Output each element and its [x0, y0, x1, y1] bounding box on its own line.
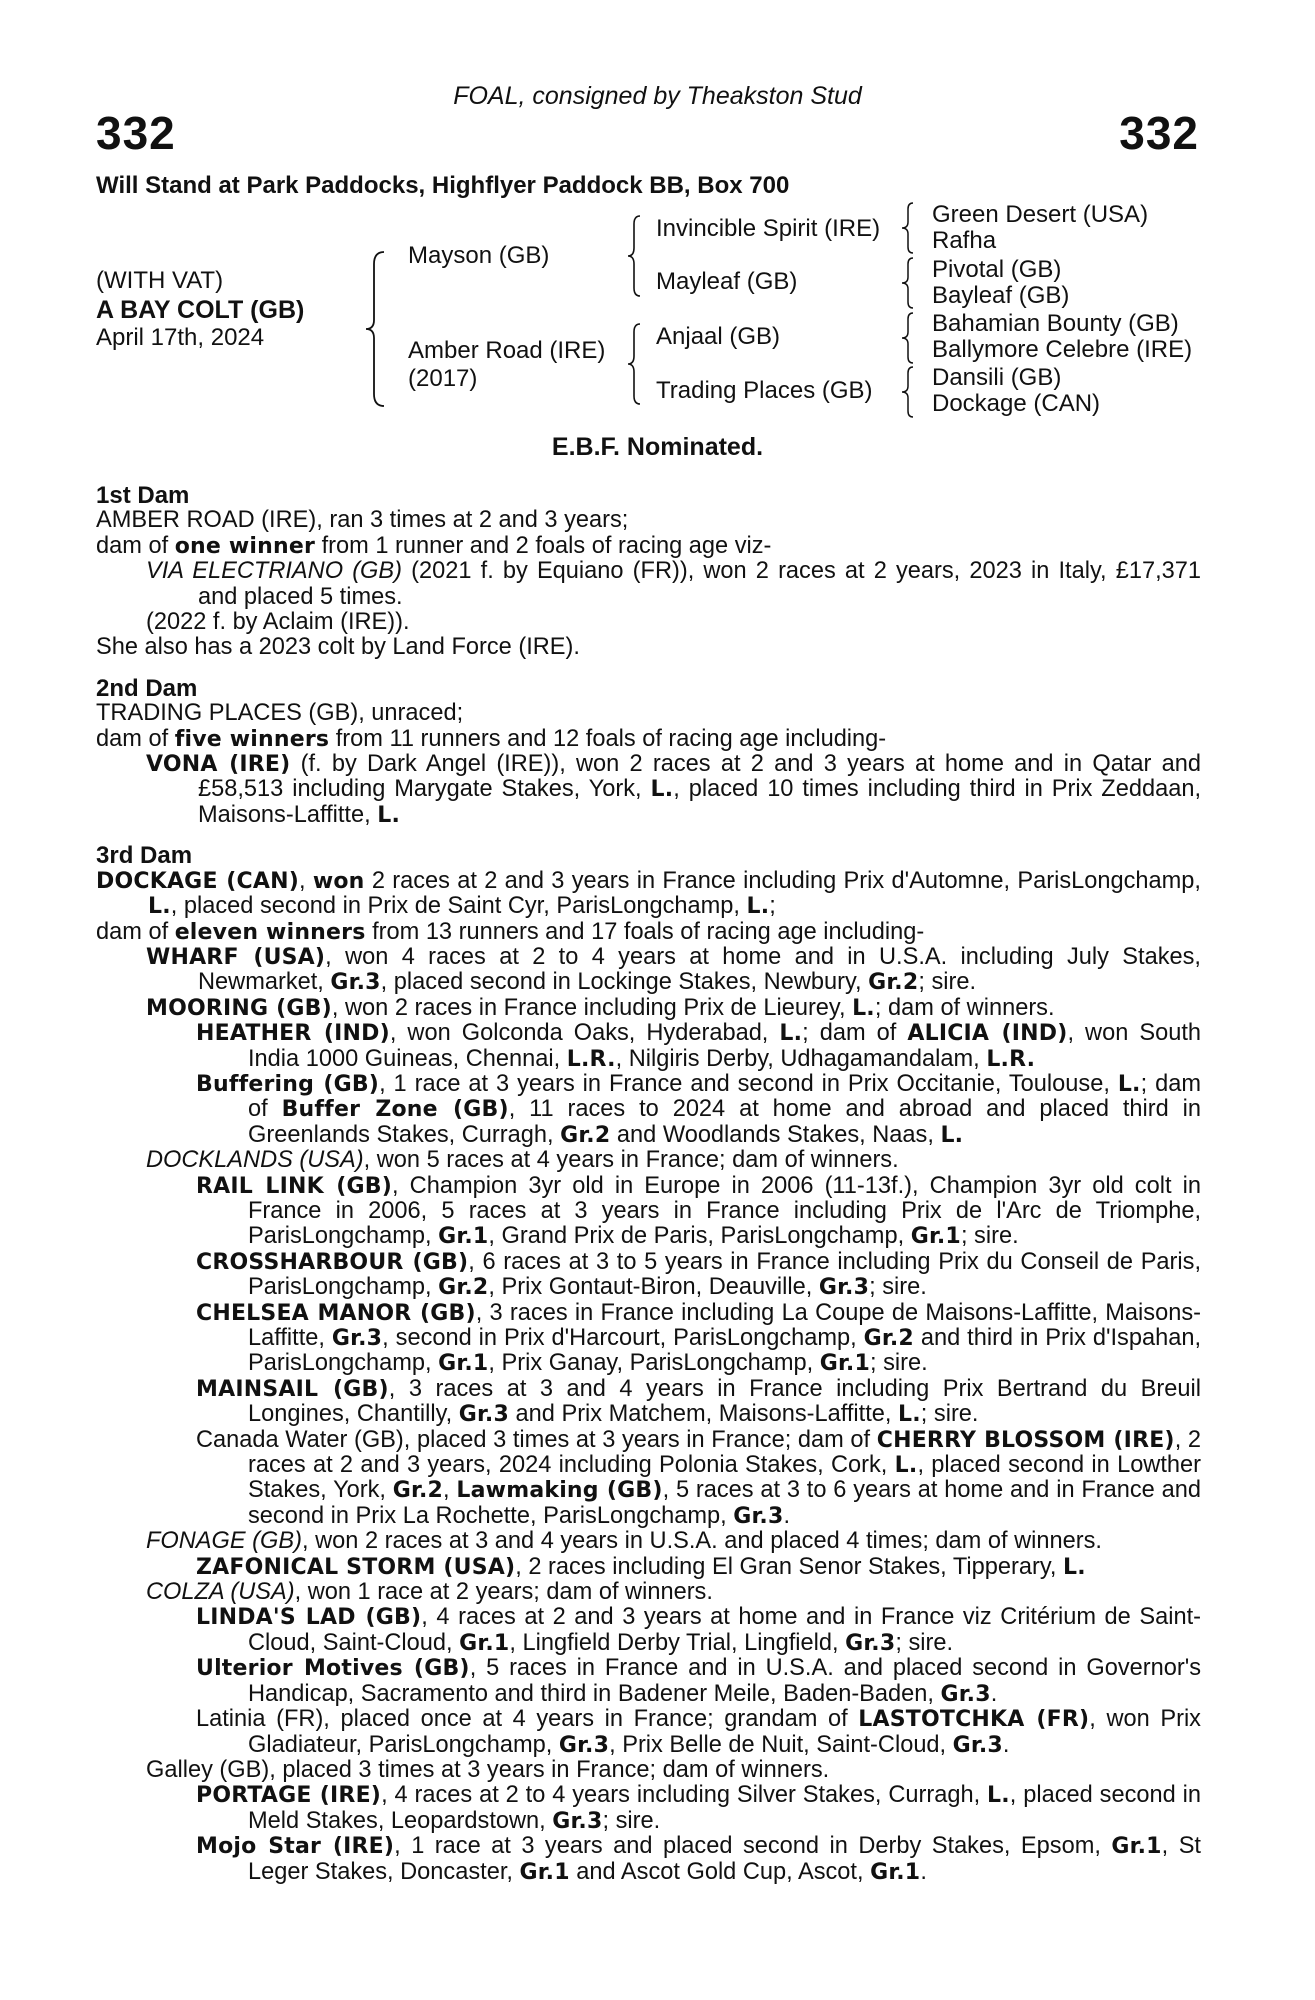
- text: ;: [769, 893, 776, 920]
- text: , 1 race at 3 years in France and second in Prix Occitanie, Toulouse,: [379, 1070, 1118, 1097]
- produce-name: Lawmaking (GB): [456, 1478, 663, 1504]
- produce-name: DOCKLANDS (USA): [146, 1147, 364, 1174]
- text: She also has a 2023 colt by Land Force (IRE).: [96, 634, 580, 661]
- text: , 4 races at 2 and 3 years at home and in France viz Critérium de Saint-Cloud, Saint-Cloud,: [248, 1604, 1201, 1656]
- produce-name: WHARF (USA): [146, 944, 326, 970]
- race-grade: Gr.1: [438, 1224, 489, 1250]
- produce-entry-mooring: [96, 996, 1201, 1021]
- text: , 3 races at 3 and 4 years in France including Prix Bertrand du Breuil Longines, Chantilly,: [248, 1375, 1201, 1428]
- race-grade: L.: [940, 1122, 964, 1148]
- pedigree-dam-sire: Anjaal (GB): [656, 323, 781, 350]
- pedigree-bracket-g4: [898, 364, 918, 420]
- race-grade: Gr.3: [331, 1326, 383, 1351]
- produce-name: RAIL LINK (GB): [196, 1173, 393, 1199]
- produce-entry-latinia: [96, 1707, 1201, 1758]
- winners-count: five winners: [174, 726, 330, 752]
- produce-name: ZAFONICAL STORM (USA): [196, 1554, 516, 1580]
- produce-name: LINDA'S LAD (GB): [196, 1605, 422, 1631]
- race-grade: Gr.3: [558, 1732, 610, 1758]
- text: dam of: [96, 725, 175, 752]
- text: , won Golconda Oaks, Hyderabad,: [389, 1020, 780, 1047]
- race-grade: L.: [894, 1453, 918, 1479]
- text: , won 4 races at 2 to 4 years at home and in U.S.A. including July Stakes, Newmarket,: [198, 943, 1201, 996]
- text: , 3 races in France including La Coupe de Maisons-Laffitte, Maisons-Laffitte,: [248, 1299, 1201, 1351]
- race-grade: L.: [148, 894, 171, 920]
- text: ; dam of: [248, 1070, 1201, 1123]
- horse-name: A BAY COLT (GB): [96, 296, 305, 324]
- produce-name: Ulterior Motives (GB): [196, 1656, 470, 1682]
- race-grade: Gr.2: [868, 970, 919, 996]
- pedigree-bracket-g3: [898, 310, 918, 366]
- stand-location: Will Stand at Park Paddocks, Highflyer Paddock BB, Box 700: [96, 172, 790, 199]
- race-grade: L.: [650, 777, 674, 803]
- pedigree-gen3-1: Green Desert (USA): [932, 201, 1149, 228]
- first-dam-note: [96, 635, 1201, 660]
- produce-entry-colza: [96, 1580, 1201, 1605]
- text: .: [783, 1502, 791, 1529]
- text: from 1 runner and 2 foals of racing age viz-: [315, 532, 772, 559]
- text: (f. by Dark Angel (IRE)), won 2 races at 2 and 3 years at home and in Qatar and £58,513 including Marygate Stakes, York,: [198, 751, 1201, 803]
- pedigree-dam-dam: Trading Places (GB): [656, 377, 873, 404]
- text: dam of: [96, 532, 175, 559]
- winners-count: eleven winners: [174, 919, 366, 945]
- produce-name: VIA ELECTRIANO (GB): [146, 558, 403, 585]
- text: , Champion 3yr old in Europe in 2006 (11-13f.), Champion 3yr old colt in France in 2006, 5 races at 3 years in France including Prix de l'Arc de Triomphe, ParisLongchamp,: [248, 1172, 1201, 1250]
- text: , placed second in Lowther Stakes, York,: [248, 1452, 1202, 1504]
- race-grade: Gr.3: [458, 1402, 509, 1428]
- pedigree-dam: Amber Road (IRE): [408, 337, 606, 364]
- race-grade: Gr.2: [438, 1275, 489, 1301]
- text: ; sire.: [869, 1274, 927, 1301]
- text: ,: [298, 867, 313, 894]
- winners-count: one winner: [174, 533, 316, 559]
- text: Latinia (FR), placed once at 4 years in France; grandam of: [196, 1706, 859, 1733]
- ebf-nomination: E.B.F. Nominated.: [551, 433, 764, 461]
- text: , Prix Belle de Nuit, Saint-Cloud,: [609, 1731, 953, 1758]
- text: .: [920, 1858, 927, 1885]
- text: 2 races at 2 and 3 years in France including Prix d'Automne, ParisLongchamp,: [364, 867, 1201, 894]
- race-grade: Gr.1: [870, 1859, 921, 1885]
- pedigree-gen3-6: Ballymore Celebre (IRE): [932, 336, 1193, 363]
- text: ; sire.: [918, 969, 977, 996]
- pedigree-bracket-dam: [624, 322, 644, 406]
- section-heading-third-dam: 3rd Dam: [96, 842, 193, 870]
- text: , second in Prix d'Harcourt, ParisLongchamp,: [382, 1325, 864, 1351]
- text: , Nilgiris Derby, Udhagamandalam,: [615, 1045, 987, 1072]
- pedigree-gen3-3: Pivotal (GB): [932, 256, 1062, 283]
- third-dam-line: [96, 869, 1201, 920]
- produce-entry-canada-water: [96, 1428, 1201, 1530]
- second-dam-produce-summary: [96, 727, 1201, 752]
- text: , placed 10 times including third in Prix Zeddaan, Maisons-Laffitte,: [198, 776, 1202, 828]
- race-grade: Gr.3: [818, 1275, 870, 1301]
- race-grade: Gr.3: [330, 970, 381, 996]
- produce-entry-lindas-lad: [96, 1605, 1201, 1656]
- race-grade: Gr.1: [519, 1859, 570, 1885]
- produce-entry-heather: [96, 1021, 1201, 1072]
- race-grade: Gr.2: [863, 1326, 914, 1351]
- text: , won 2 races at 3 and 4 years in U.S.A. and placed 4 times; dam of winners.: [302, 1528, 1102, 1555]
- text: , 11 races to 2024 at home and abroad and placed third in Greenlands Stakes, Curragh,: [248, 1096, 1201, 1148]
- race-grade: Gr.1: [459, 1630, 510, 1656]
- third-dam-name: DOCKAGE (CAN): [96, 868, 299, 894]
- pedigree-sire-sire: Invincible Spirit (IRE): [656, 215, 881, 242]
- pedigree-gen3-2: Rafha: [932, 227, 997, 254]
- pedigree-sire-dam: Mayleaf (GB): [656, 268, 798, 295]
- race-grade: Gr.3: [952, 1732, 1003, 1758]
- race-grade: Gr.2: [560, 1122, 611, 1148]
- vat-note: (WITH VAT): [96, 267, 224, 294]
- text: won: [312, 868, 365, 894]
- lot-number-left: 332: [96, 107, 176, 159]
- race-grade: Gr.1: [438, 1351, 489, 1377]
- pedigree-bracket-g1: [898, 200, 918, 256]
- text: , 5 races in France and in U.S.A. and placed second in Governor's Handicap, Sacramento and third in Badener Meile, Baden-Baden,: [248, 1655, 1202, 1707]
- produce-name: VONA (IRE): [146, 752, 291, 778]
- text: ; sire.: [920, 1401, 979, 1428]
- produce-entry-portage: [96, 1783, 1201, 1834]
- produce-name: MOORING (GB): [146, 995, 332, 1021]
- race-grade: L.: [852, 995, 875, 1021]
- produce-name: CROSSHARBOUR (GB): [196, 1249, 469, 1275]
- race-grade: L.: [779, 1021, 803, 1047]
- text: , won 1 race at 2 years; dam of winners.: [294, 1579, 713, 1606]
- produce-entry-chelsea-manor: [96, 1301, 1201, 1377]
- produce-name: MAINSAIL (GB): [196, 1376, 389, 1402]
- produce-entry-crossharbour: [96, 1250, 1201, 1301]
- lot-number-right: 332: [1119, 107, 1199, 159]
- text: , Lingfield Derby Trial, Lingfield,: [509, 1629, 846, 1656]
- produce-name: Mojo Star (IRE): [196, 1834, 395, 1860]
- text: and Ascot Gold Cup, Ascot,: [569, 1858, 871, 1885]
- text: and Woodlands Stakes, Naas,: [610, 1121, 941, 1148]
- text: , placed second in Lockinge Stakes, Newbury,: [380, 969, 869, 996]
- text: from 13 runners and 17 foals of racing age including-: [365, 918, 925, 945]
- first-dam-line: [96, 508, 1201, 533]
- text: ; sire.: [895, 1629, 954, 1656]
- text: from 11 runners and 12 foals of racing age including-: [329, 725, 887, 752]
- consignment-line: FOAL, consigned by Theakston Stud: [453, 82, 862, 110]
- produce-entry-fonage: [96, 1529, 1201, 1554]
- produce-name: COLZA (USA): [146, 1579, 295, 1606]
- text: Canada Water (GB), placed 3 times at 3 years in France; dam of: [196, 1426, 877, 1453]
- text: ; sire.: [960, 1223, 1019, 1250]
- text: , placed second in Meld Stakes, Leopardstown,: [248, 1782, 1201, 1834]
- race-grade: Gr.3: [733, 1503, 784, 1529]
- section-heading-second-dam: 2nd Dam: [96, 674, 198, 702]
- produce-name: ALICIA (IND): [907, 1021, 1068, 1047]
- produce-name: Buffering (GB): [196, 1071, 380, 1097]
- produce-name: Buffer Zone (GB): [281, 1097, 509, 1123]
- race-grade: L.: [898, 1402, 921, 1428]
- produce-entry-zafonical-storm: [96, 1555, 1201, 1580]
- third-dam-produce-summary: [96, 920, 1201, 945]
- text: , Grand Prix de Paris, ParisLongchamp,: [488, 1223, 911, 1250]
- text: , 6 races at 3 to 5 years in France including Prix du Conseil de Paris, ParisLongchamp,: [248, 1248, 1202, 1301]
- text: , placed second in Prix de Saint Cyr, ParisLongchamp,: [170, 893, 747, 920]
- produce-name: LASTOTCHKA (FR): [858, 1707, 1090, 1733]
- produce-record: (2022 f. by Aclaim (IRE)).: [146, 609, 410, 636]
- produce-entry-buffering: [96, 1072, 1201, 1148]
- produce-record: (2021 f. by Equiano (FR)), won 2 races at 2 years, 2023 in Italy, £17,371 and placed 5 times.: [198, 558, 1202, 610]
- text: dam of: [96, 918, 175, 945]
- foaling-date: April 17th, 2024: [96, 324, 265, 351]
- text: ; dam of: [802, 1020, 908, 1047]
- pedigree-bracket-sire: [624, 214, 644, 298]
- text: , 5 races at 3 to 6 years at home and in France and second in Prix La Rochette, ParisLongchamp,: [248, 1477, 1201, 1529]
- section-heading-first-dam: 1st Dam: [96, 482, 190, 509]
- produce-entry-wharf: [96, 945, 1201, 996]
- text: , won 5 races at 4 years in France; dam of winners.: [363, 1147, 899, 1174]
- race-grade: Gr.1: [819, 1351, 871, 1377]
- race-grade: Gr.3: [552, 1808, 603, 1834]
- catalogue-body: [96, 483, 1201, 1885]
- pedigree-gen3-7: Dansili (GB): [932, 364, 1062, 391]
- text: Galley (GB), placed 3 times at 3 years in France; dam of winners.: [146, 1756, 830, 1783]
- produce-entry-via-electriano: [96, 559, 1201, 610]
- text: , won South India 1000 Guineas, Chennai,: [248, 1020, 1202, 1072]
- first-dam-produce-summary: [96, 534, 1201, 559]
- text: , Prix Ganay, ParisLongchamp,: [488, 1350, 820, 1377]
- text: .: [990, 1680, 998, 1707]
- text: , 1 race at 3 years and placed second in Derby Stakes, Epsom,: [394, 1833, 1112, 1860]
- pedigree-gen3-8: Dockage (CAN): [932, 390, 1101, 417]
- produce-name: FONAGE (GB): [146, 1528, 302, 1555]
- text: and Prix Matchem, Maisons-Laffitte,: [508, 1401, 899, 1428]
- pedigree-gen3-4: Bayleaf (GB): [932, 282, 1070, 309]
- produce-entry-galley: [96, 1758, 1201, 1783]
- race-grade: Gr.3: [845, 1630, 896, 1656]
- text: ; sire.: [602, 1807, 661, 1834]
- text: , 4 races at 2 to 4 years including Silver Stakes, Curragh,: [381, 1782, 988, 1809]
- second-dam-line: [96, 701, 1201, 726]
- text: ,: [443, 1477, 457, 1504]
- produce-name: CHELSEA MANOR (GB): [196, 1300, 476, 1326]
- pedigree-dam-year: (2017): [408, 365, 478, 392]
- race-grade: Gr.1: [910, 1224, 961, 1250]
- text: ; dam of winners.: [874, 994, 1055, 1021]
- produce-entry-ulterior-motives: [96, 1656, 1201, 1707]
- pedigree-bracket-main: [360, 250, 390, 408]
- race-grade: L.: [1117, 1071, 1141, 1097]
- text: .: [1002, 1731, 1010, 1758]
- text: , 2 races at 2 and 3 years, 2024 including Polonia Stakes, Cork,: [248, 1426, 1201, 1479]
- text: , won 2 races in France including Prix de Lieurey,: [331, 994, 853, 1021]
- second-dam-name: TRADING PLACES (GB), unraced;: [96, 700, 464, 727]
- produce-entry-mainsail: [96, 1377, 1201, 1428]
- pedigree-gen3-5: Bahamian Bounty (GB): [932, 310, 1179, 337]
- produce-name: CHERRY BLOSSOM (IRE): [876, 1427, 1175, 1453]
- text: and third in Prix d'Ispahan, ParisLongchamp,: [248, 1325, 1201, 1377]
- race-grade: L.: [1062, 1554, 1086, 1580]
- race-grade: L.: [377, 802, 401, 828]
- produce-entry-mojo-star: [96, 1834, 1201, 1885]
- race-grade: L.: [987, 1783, 1010, 1809]
- produce-entry-vona: [96, 752, 1201, 828]
- text: , 2 races including El Gran Senor Stakes, Tipperary,: [515, 1553, 1063, 1580]
- race-grade: L.: [746, 894, 770, 920]
- race-grade: Gr.2: [392, 1478, 444, 1504]
- produce-entry-docklands: [96, 1148, 1201, 1173]
- race-grade: L.R.: [566, 1046, 616, 1072]
- pedigree-sire: Mayson (GB): [408, 242, 550, 269]
- produce-entry-2022: [96, 610, 1201, 635]
- race-grade: Gr.1: [1111, 1834, 1162, 1860]
- first-dam-name: AMBER ROAD (IRE), ran 3 times at 2 and 3 years;: [96, 507, 629, 534]
- text: ; sire.: [870, 1350, 928, 1377]
- pedigree-bracket-g2: [898, 255, 918, 311]
- text: , won Prix Gladiateur, ParisLongchamp,: [248, 1706, 1201, 1758]
- text: , Prix Gontaut-Biron, Deauville,: [488, 1274, 819, 1301]
- race-grade: Gr.3: [940, 1681, 991, 1707]
- produce-entry-rail-link: [96, 1174, 1201, 1250]
- text: , St Leger Stakes, Doncaster,: [248, 1833, 1201, 1885]
- produce-name: PORTAGE (IRE): [196, 1783, 382, 1809]
- produce-name: HEATHER (IND): [196, 1021, 390, 1047]
- race-grade: L.R.: [986, 1046, 1036, 1072]
